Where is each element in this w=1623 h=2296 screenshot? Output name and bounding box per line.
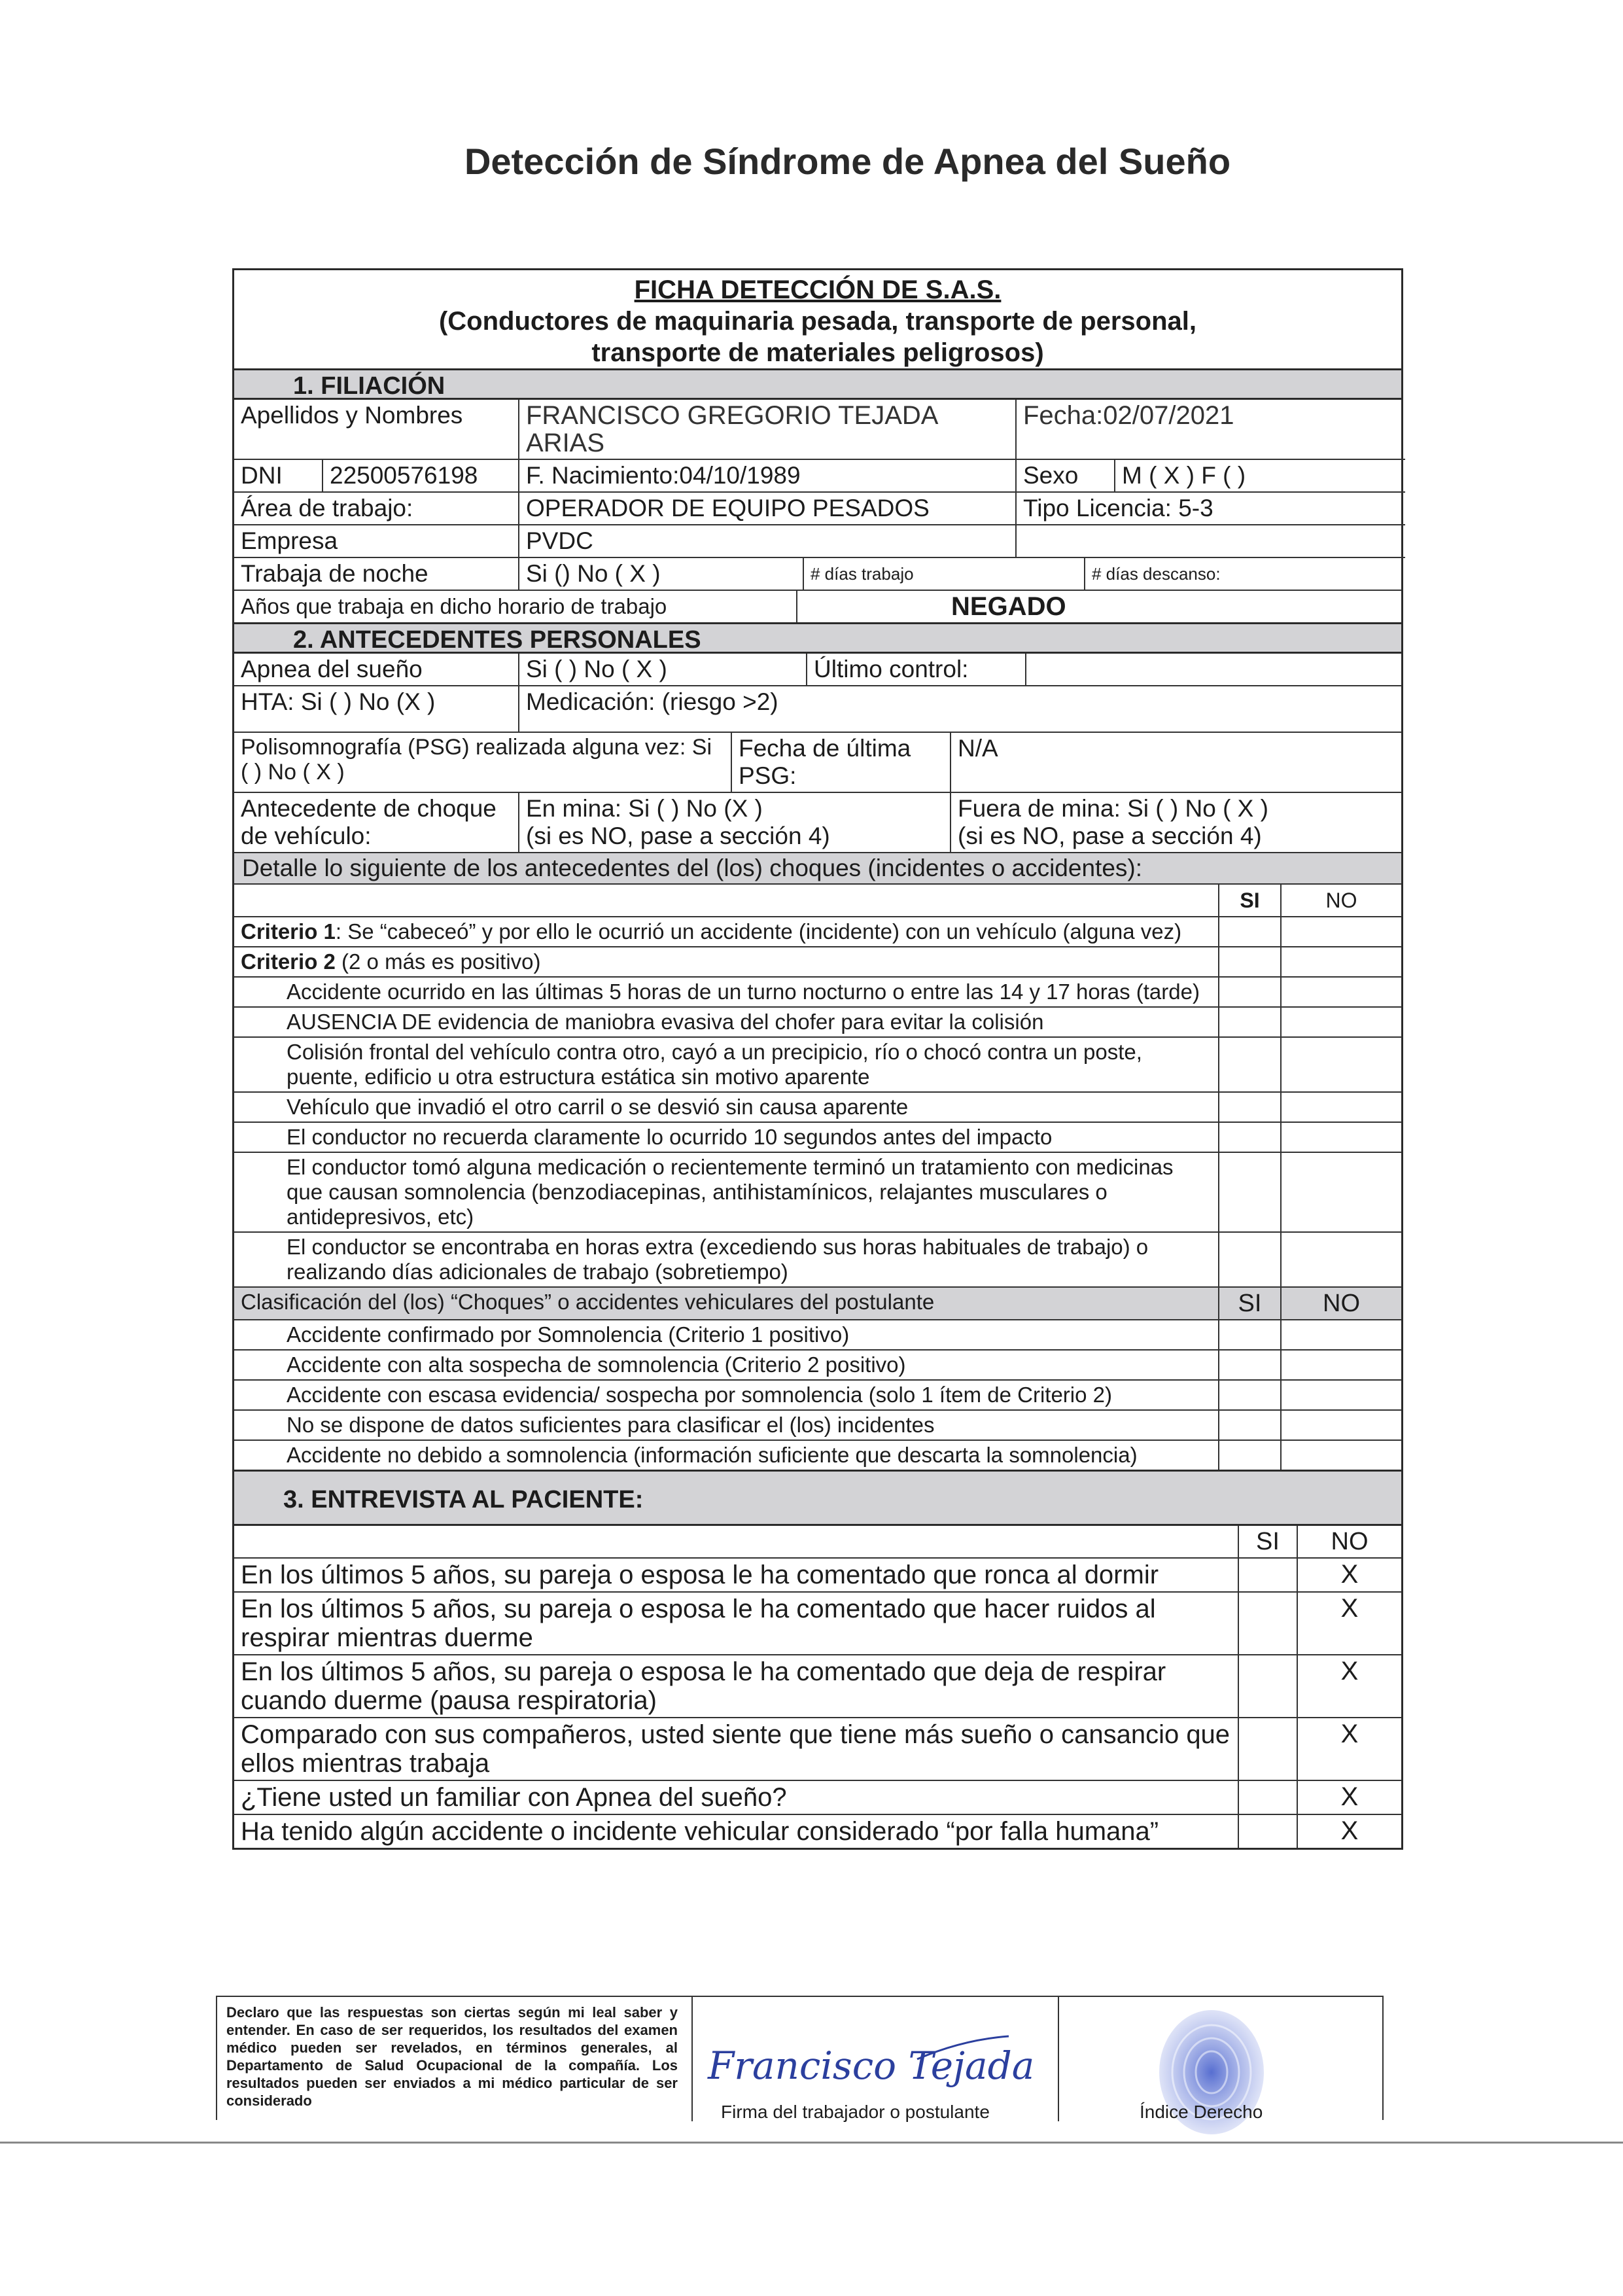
- answer-si[interactable]: [1238, 1814, 1297, 1848]
- form-subtitle-line1: (Conductores de maquinaria pesada, transporte de personal,: [438, 307, 1197, 336]
- svg-text:Francisco Tejada: Francisco Tejada: [708, 2043, 1035, 2088]
- document-title: Detección de Síndrome de Apnea del Sueño: [464, 141, 1231, 182]
- answer-si[interactable]: [1238, 1592, 1297, 1655]
- criterio2-item: Vehículo que invadió el otro carril o se desvió sin causa aparente: [234, 1092, 1219, 1122]
- psg-label: Polisomnografía (PSG) realizada alguna vez: Si ( ) No ( X ): [234, 732, 731, 792]
- fingerprint-label: Índice Derecho: [1140, 2102, 1263, 2122]
- apnea-value: Si ( ) No ( X ): [519, 654, 807, 685]
- worker-signature: [701, 2033, 1041, 2102]
- checkbox-cell[interactable]: [1281, 1092, 1401, 1122]
- dias-descanso-label: # días descanso:: [1085, 557, 1405, 590]
- section-filiacion-title: 1. FILIACIÓN: [234, 368, 1401, 400]
- section-entrevista-title: 3. ENTREVISTA AL PACIENTE:: [234, 1470, 1401, 1526]
- clasificacion-item: No se dispone de datos suficientes para clasificar el (los) incidentes: [234, 1410, 1219, 1440]
- checkbox-cell[interactable]: [1281, 1152, 1401, 1232]
- anos-value: NEGADO: [797, 590, 1401, 622]
- checkbox-cell[interactable]: [1219, 1007, 1281, 1037]
- fuera-note: (si es NO, pase a sección 4): [958, 822, 1262, 849]
- area-label: Área de trabajo:: [234, 492, 519, 525]
- checkbox-cell[interactable]: [1219, 1037, 1281, 1092]
- detalle-bar: Detalle lo siguiente de los antecedentes del (los) choques (incidentes o accidentes):: [234, 852, 1401, 885]
- answer-si[interactable]: [1238, 1780, 1297, 1814]
- criterio2-item: El conductor no recuerda claramente lo ocurrido 10 segundos antes del impacto: [234, 1122, 1219, 1152]
- mina-cell: [519, 792, 951, 852]
- criterio2-item: El conductor tomó alguna medicación o recientemente terminó un tratamiento con medicinas que causan somnolencia (benzodiacepinas, antihistamínicos, relajantes musculares o antidepresivos, etc): [234, 1152, 1219, 1232]
- footer-divider: [1058, 1997, 1059, 2121]
- apellidos-value: FRANCISCO GREGORIO TEJADA ARIAS: [519, 400, 1016, 459]
- clasificacion-no-header: NO: [1281, 1287, 1401, 1320]
- checkbox-cell[interactable]: [1219, 1380, 1281, 1410]
- noche-label: Trabaja de noche: [234, 557, 519, 590]
- clasificacion-item: Accidente no debido a somnolencia (información suficiente que descarta la somnolencia): [234, 1440, 1219, 1470]
- question-text: En los últimos 5 años, su pareja o esposa le ha comentado que hacer ruidos al respirar mientras duerme: [234, 1592, 1238, 1655]
- choque-label: Antecedente de choque de vehículo:: [234, 792, 519, 852]
- answer-no[interactable]: X: [1297, 1592, 1401, 1655]
- criterios-si-header: SI: [1219, 885, 1281, 917]
- answer-no[interactable]: X: [1297, 1655, 1401, 1718]
- section-antecedentes-title: 2. ANTECEDENTES PERSONALES: [234, 622, 1401, 654]
- answer-si[interactable]: [1238, 1655, 1297, 1718]
- entrevista-no-header: NO: [1297, 1526, 1401, 1558]
- apnea-table: [234, 654, 1401, 685]
- question-text: Comparado con sus compañeros, usted siente que tiene más sueño o cansancio que ellos mientras trabaja: [234, 1718, 1238, 1780]
- checkbox-cell[interactable]: [1281, 1232, 1401, 1287]
- checkbox-cell[interactable]: [1219, 1410, 1281, 1440]
- anos-label: Años que trabaja en dicho horario de trabajo: [234, 590, 797, 622]
- sexo-label: Sexo: [1017, 460, 1115, 491]
- filiacion-table: [234, 400, 1405, 557]
- anos-table: [234, 590, 1401, 622]
- checkbox-cell[interactable]: [1219, 917, 1281, 947]
- dni-value: 22500576198: [323, 460, 518, 491]
- checkbox-cell[interactable]: [1219, 1092, 1281, 1122]
- fingerprint-image: [1146, 2010, 1277, 2144]
- apellidos-label: Apellidos y Nombres: [234, 400, 519, 459]
- checkbox-cell[interactable]: [1219, 1152, 1281, 1232]
- checkbox-cell[interactable]: [1219, 977, 1281, 1007]
- medicacion-label: Medicación: (riesgo >2): [519, 686, 1401, 732]
- fecha-value: Fecha:02/07/2021: [1016, 400, 1405, 459]
- entrevista-si-header: SI: [1238, 1526, 1297, 1558]
- checkbox-cell[interactable]: [1281, 917, 1401, 947]
- sas-form: [232, 268, 1403, 1850]
- form-title: FICHA DETECCIÓN DE S.A.S.: [634, 275, 1002, 304]
- choque-table: [234, 792, 1401, 852]
- fuera-cell: [951, 792, 1401, 852]
- dias-trabajo-label: # días trabajo: [803, 557, 1085, 590]
- horario-table: [234, 557, 1405, 590]
- psg-fecha-value: N/A: [951, 732, 1401, 792]
- criterio2-item: El conductor se encontraba en horas extra (excediendo sus horas habituales de trabajo) o realizando días adicionales de trabajo (sobretiempo): [234, 1232, 1219, 1287]
- form-header: [234, 270, 1401, 368]
- mina-note: (si es NO, pase a sección 4): [526, 822, 830, 849]
- checkbox-cell[interactable]: [1219, 1232, 1281, 1287]
- checkbox-cell[interactable]: [1219, 1440, 1281, 1470]
- checkbox-cell[interactable]: [1281, 1122, 1401, 1152]
- answer-no[interactable]: X: [1297, 1814, 1401, 1848]
- clasificacion-label: Clasificación del (los) “Choques” o accidentes vehiculares del postulante: [234, 1287, 1219, 1320]
- checkbox-cell[interactable]: [1219, 1320, 1281, 1350]
- question-text: Ha tenido algún accidente o incidente vehicular considerado “por falla humana”: [234, 1814, 1238, 1848]
- criterios-table: [234, 885, 1401, 1470]
- nacimiento-value: F. Nacimiento:04/10/1989: [519, 459, 1016, 492]
- hta-table: [234, 685, 1401, 732]
- noche-value: Si () No ( X ): [519, 557, 803, 590]
- criterio1-row: [234, 917, 1219, 947]
- checkbox-cell[interactable]: [1281, 977, 1401, 1007]
- criterio2-label: Criterio 2: [241, 949, 336, 974]
- answer-si[interactable]: [1238, 1558, 1297, 1592]
- area-value: OPERADOR DE EQUIPO PESADOS: [519, 492, 1016, 525]
- licencia-value: Tipo Licencia: 5-3: [1016, 492, 1405, 525]
- checkbox-cell[interactable]: [1219, 1350, 1281, 1380]
- sexo-value: M ( X ) F ( ): [1115, 460, 1405, 491]
- psg-table: [234, 732, 1401, 792]
- question-text: En los últimos 5 años, su pareja o esposa le ha comentado que ronca al dormir: [234, 1558, 1238, 1592]
- signature-label: Firma del trabajador o postulante: [721, 2102, 990, 2122]
- checkbox-cell[interactable]: [1281, 947, 1401, 977]
- hta-value: HTA: Si ( ) No (X ): [234, 686, 519, 732]
- checkbox-cell[interactable]: [1281, 1440, 1401, 1470]
- checkbox-cell[interactable]: [1281, 1350, 1401, 1380]
- ultimo-control-label: Último control:: [807, 654, 1026, 685]
- clasificacion-item: Accidente con alta sospecha de somnolencia (Criterio 2 positivo): [234, 1350, 1219, 1380]
- empresa-value: PVDC: [519, 525, 1016, 557]
- answer-no[interactable]: X: [1297, 1558, 1401, 1592]
- answer-no[interactable]: X: [1297, 1718, 1401, 1780]
- criterio1-text: : Se “cabeceó” y por ello le ocurrió un accidente (incidente) con un vehículo (alguna vez): [335, 919, 1182, 944]
- clasificacion-item: Accidente con escasa evidencia/ sospecha por somnolencia (solo 1 ítem de Criterio 2): [234, 1380, 1219, 1410]
- entrevista-table: [234, 1526, 1401, 1848]
- criterio2-item: Colisión frontal del vehículo contra otro, cayó a un precipicio, río o chocó contra un poste, puente, edificio u otra estructura estática sin motivo aparente: [234, 1037, 1219, 1092]
- mina-value: En mina: Si ( ) No (X ): [526, 795, 763, 822]
- checkbox-cell[interactable]: [1281, 1007, 1401, 1037]
- question-text: ¿Tiene usted un familiar con Apnea del sueño?: [234, 1780, 1238, 1814]
- answer-no[interactable]: X: [1297, 1780, 1401, 1814]
- form-subtitle-line2: transporte de materiales peligrosos): [591, 338, 1044, 367]
- fuera-value: Fuera de mina: Si ( ) No ( X ): [958, 795, 1268, 822]
- checkbox-cell[interactable]: [1281, 1410, 1401, 1440]
- dni-label: DNI: [234, 460, 323, 491]
- page-cut-line: [0, 2142, 1623, 2144]
- checkbox-cell[interactable]: [1281, 1037, 1401, 1092]
- checkbox-cell[interactable]: [1219, 1122, 1281, 1152]
- clasificacion-item: Accidente confirmado por Somnolencia (Criterio 1 positivo): [234, 1320, 1219, 1350]
- criterio2-text: (2 o más es positivo): [335, 949, 541, 974]
- criterio1-label: Criterio 1: [241, 919, 336, 944]
- declaration-text: Declaro que las respuestas son ciertas según mi leal saber y entender. En caso de ser requeridos, los resultados del examen médico pueden ser revelados, en términos generales, al Departamento de Salud Ocupacional de la compañía. Los resultados pueden ser enviados a mi médico particular de ser considerado: [226, 2004, 678, 2109]
- question-text: En los últimos 5 años, su pareja o esposa le ha comentado que deja de respirar cuando duerme (pausa respiratoria): [234, 1655, 1238, 1718]
- clasificacion-si-header: SI: [1219, 1287, 1281, 1320]
- ultimo-control-value: [1026, 654, 1401, 685]
- checkbox-cell[interactable]: [1219, 947, 1281, 977]
- answer-si[interactable]: [1238, 1718, 1297, 1780]
- criterios-no-header: NO: [1281, 885, 1401, 917]
- declaration-footer: [216, 1996, 1384, 2120]
- criterio2-item: AUSENCIA DE evidencia de maniobra evasiva del chofer para evitar la colisión: [234, 1007, 1219, 1037]
- checkbox-cell[interactable]: [1281, 1320, 1401, 1350]
- checkbox-cell[interactable]: [1281, 1380, 1401, 1410]
- footer-divider: [691, 1997, 693, 2121]
- criterio2-item: Accidente ocurrido en las últimas 5 horas de un turno nocturno o entre las 14 y 17 horas (tarde): [234, 977, 1219, 1007]
- apnea-label: Apnea del sueño: [234, 654, 519, 685]
- psg-fecha-label: Fecha de última PSG:: [731, 732, 951, 792]
- empresa-label: Empresa: [234, 525, 519, 557]
- criterio2-row: [234, 947, 1219, 977]
